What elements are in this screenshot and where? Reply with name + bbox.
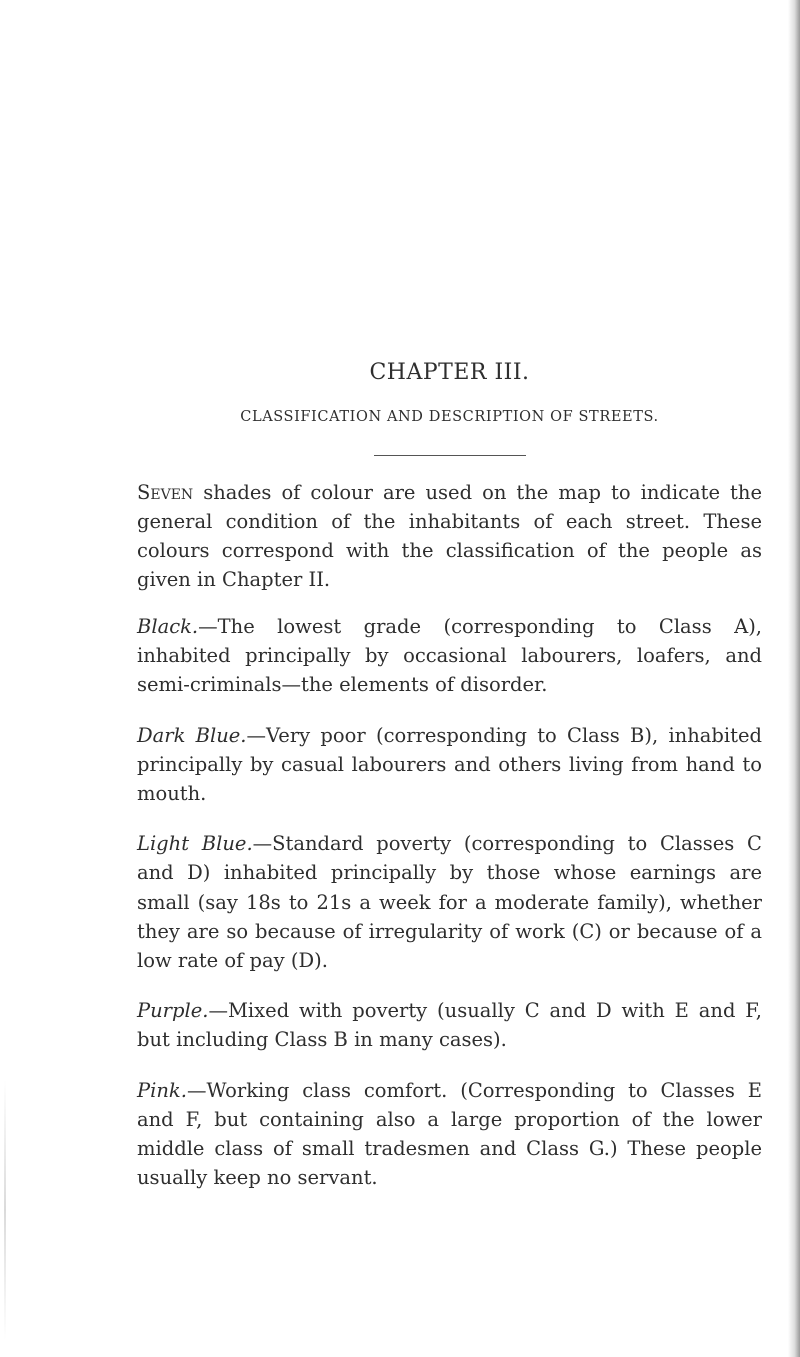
entry-term: Pink. [137,1078,187,1102]
entry-term: Dark Blue. [137,723,247,747]
entry-term: Black. [137,615,199,638]
section-divider [374,455,526,456]
chapter-title: CHAPTER III. [369,360,530,385]
entry-term: Light Blue. [137,832,253,856]
colour-entry-dark-blue [137,721,762,809]
binding-mark [4,1080,6,1340]
entry-term: Purple. [137,999,209,1023]
colour-entry-light-blue [137,829,762,975]
intro-text: shades of colour are used on the map to indicate the general condition of the inhabitants of each street. These colours correspond with the classification of the people as given in Chapter II. [137,481,762,591]
entry-text: —Standard poverty (corresponding to Classes C and D) inhabited principally by those whose earnings are small (say 18s to 21s a week for a moderate family), whether they are so because of irregularity of work (C) or because of a low rate of pay (D). [137,832,762,973]
entry-text: —Mixed with poverty (usually C and D with E and F, but including Class B in many cases). [137,999,762,1052]
entry-text: —The lowest grade (corresponding to Class A), inhabited principally by occasional labourers, loafers, and semi-criminals—the elements of disorder. [137,615,762,697]
intro-paragraph [137,478,762,594]
intro-first-word: Seven [137,481,194,504]
book-page [137,360,762,1213]
entry-text: —Working class comfort. (Corresponding to Classes E and F, but containing also a large proportion of the lower middle class of small tradesmen and Class G.) These people usually keep no servant. [137,1078,762,1190]
colour-entry-black [137,612,762,700]
colour-entry-pink [137,1076,762,1193]
chapter-subtitle: CLASSIFICATION AND DESCRIPTION OF STREETS. [240,409,659,425]
entry-text: —Very poor (corresponding to Class B), inhabited principally by casual labourers and others living from hand to mouth. [137,723,762,806]
page-edge-shadow [788,0,800,1357]
colour-entry-purple [137,996,762,1054]
